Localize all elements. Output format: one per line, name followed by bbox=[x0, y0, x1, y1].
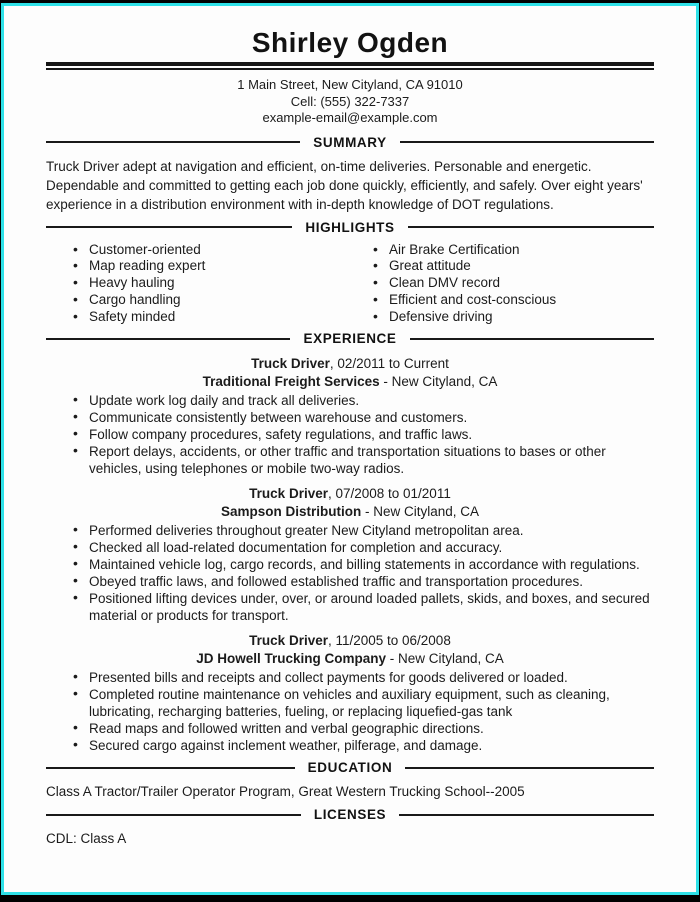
job-header bbox=[46, 355, 654, 373]
section-title-highlights: HIGHLIGHTS bbox=[305, 219, 395, 235]
highlight-item: • Efficient and cost-conscious bbox=[371, 292, 654, 309]
job-bullet: • Secured cargo against inclement weather, pilferage, and damage. bbox=[71, 737, 654, 754]
job-bullet: • Performed deliveries throughout greater New Cityland metropolitan area. bbox=[71, 522, 654, 539]
section-title-education: EDUCATION bbox=[307, 760, 393, 776]
resume-page bbox=[1, 3, 699, 895]
summary-text: Truck Driver adept at navigation and efficient, on-time deliveries. Personable and energetic. Dependable and committed to getting each job done quickly, efficiently, and safely. Over eight years' experience in a distribution environment with in-depth knowledge of DOT regulations. bbox=[46, 158, 643, 212]
rule-right bbox=[405, 767, 654, 769]
highlights-column-left bbox=[71, 242, 371, 326]
job-title: Truck Driver bbox=[249, 486, 328, 502]
job-bullet-list bbox=[46, 669, 654, 754]
experience-job bbox=[46, 355, 654, 477]
job-subheader bbox=[46, 373, 654, 391]
job-location: - New Cityland, CA bbox=[386, 651, 504, 667]
job-company: Traditional Freight Services bbox=[202, 374, 380, 390]
education-text: Class A Tractor/Trailer Operator Program, Great Western Trucking School--2005 bbox=[46, 784, 525, 800]
highlights-column-right bbox=[371, 242, 654, 326]
highlight-item: • Defensive driving bbox=[371, 309, 654, 326]
licenses-text: CDL: Class A bbox=[46, 831, 127, 847]
job-bullet: • Read maps and followed written and verbal geographic directions. bbox=[71, 720, 654, 737]
job-subheader bbox=[46, 650, 654, 668]
job-dates: , 02/2011 to Current bbox=[329, 356, 449, 372]
job-bullet: • Maintained vehicle log, cargo records, and billing statements in accordance with regulations. bbox=[71, 556, 654, 573]
job-header bbox=[46, 485, 654, 503]
highlight-item: • Safety minded bbox=[71, 309, 371, 326]
highlights-columns bbox=[46, 242, 654, 326]
job-bullet: • Follow company procedures, safety regulations, and traffic laws. bbox=[71, 426, 654, 443]
name-divider-rule bbox=[46, 62, 654, 70]
highlight-item: • Map reading expert bbox=[71, 258, 371, 275]
job-subheader bbox=[46, 503, 654, 521]
job-company: Sampson Distribution bbox=[220, 504, 362, 520]
section-title-licenses: LICENSES bbox=[313, 807, 387, 823]
contact-address: 1 Main Street, New Cityland, CA 91010 bbox=[237, 77, 463, 92]
job-title: Truck Driver bbox=[249, 633, 328, 649]
job-bullet: • Obeyed traffic laws, and followed established traffic and transportation procedures. bbox=[71, 573, 654, 590]
job-bullet: • Positioned lifting devices under, over, or around loaded pallets, skids, and boxes, and secured material or products for transport. bbox=[71, 590, 654, 624]
job-bullet: • Completed routine maintenance on vehicles and auxiliary equipment, such as cleaning, lubricating, recharging batteries, fueling, or replacing liquefied-gas tank bbox=[71, 686, 654, 720]
job-location: - New Cityland, CA bbox=[361, 504, 480, 520]
highlight-item: • Air Brake Certification bbox=[371, 242, 654, 259]
job-bullet: • Report delays, accidents, or other traffic and transportation situations to bases or other vehicles, using telephones or mobile two-way radios. bbox=[71, 443, 654, 477]
highlight-item: • Customer-oriented bbox=[71, 242, 371, 259]
resume-name: Shirley Ogden bbox=[251, 27, 449, 58]
contact-phone: Cell: (555) 322-7337 bbox=[290, 93, 410, 109]
job-bullet: • Communicate consistently between warehouse and customers. bbox=[71, 409, 654, 426]
job-header bbox=[46, 632, 654, 650]
job-title: Truck Driver bbox=[251, 356, 330, 372]
job-bullet-list bbox=[46, 522, 654, 624]
rule-left bbox=[46, 814, 301, 816]
experience-job bbox=[46, 485, 654, 624]
summary-section-header bbox=[46, 134, 654, 151]
rule-right bbox=[400, 141, 654, 143]
section-title-summary: SUMMARY bbox=[313, 134, 387, 150]
rule-right bbox=[408, 226, 654, 228]
highlight-item: • Cargo handling bbox=[71, 292, 371, 309]
rule-right bbox=[399, 814, 654, 816]
job-bullet-list bbox=[46, 392, 654, 477]
section-title-experience: EXPERIENCE bbox=[303, 331, 397, 347]
highlights-section-header bbox=[46, 219, 654, 236]
job-company: JD Howell Trucking Company bbox=[196, 651, 386, 667]
highlight-item: • Heavy hauling bbox=[71, 275, 371, 292]
rule-left bbox=[46, 141, 300, 143]
experience-section-header bbox=[46, 330, 654, 347]
contact-email: example-email@example.com bbox=[262, 110, 438, 125]
rule-left bbox=[46, 767, 295, 769]
job-dates: , 11/2005 to 06/2008 bbox=[327, 633, 451, 649]
rule-right bbox=[410, 338, 654, 340]
experience-job bbox=[46, 632, 654, 754]
rule-left bbox=[46, 226, 292, 228]
rule-left bbox=[46, 338, 290, 340]
job-bullet: • Update work log daily and track all deliveries. bbox=[71, 392, 654, 409]
job-bullet: • Presented bills and receipts and collect payments for goods delivered or loaded. bbox=[71, 669, 654, 686]
contact-block bbox=[46, 77, 654, 127]
education-section-header bbox=[46, 759, 654, 776]
licenses-section-header bbox=[46, 806, 654, 823]
job-location: - New Cityland, CA bbox=[379, 374, 498, 390]
highlight-item: • Great attitude bbox=[371, 258, 654, 275]
job-dates: , 07/2008 to 01/2011 bbox=[327, 486, 451, 502]
job-bullet: • Checked all load-related documentation for completion and accuracy. bbox=[71, 539, 654, 556]
highlight-item: • Clean DMV record bbox=[371, 275, 654, 292]
